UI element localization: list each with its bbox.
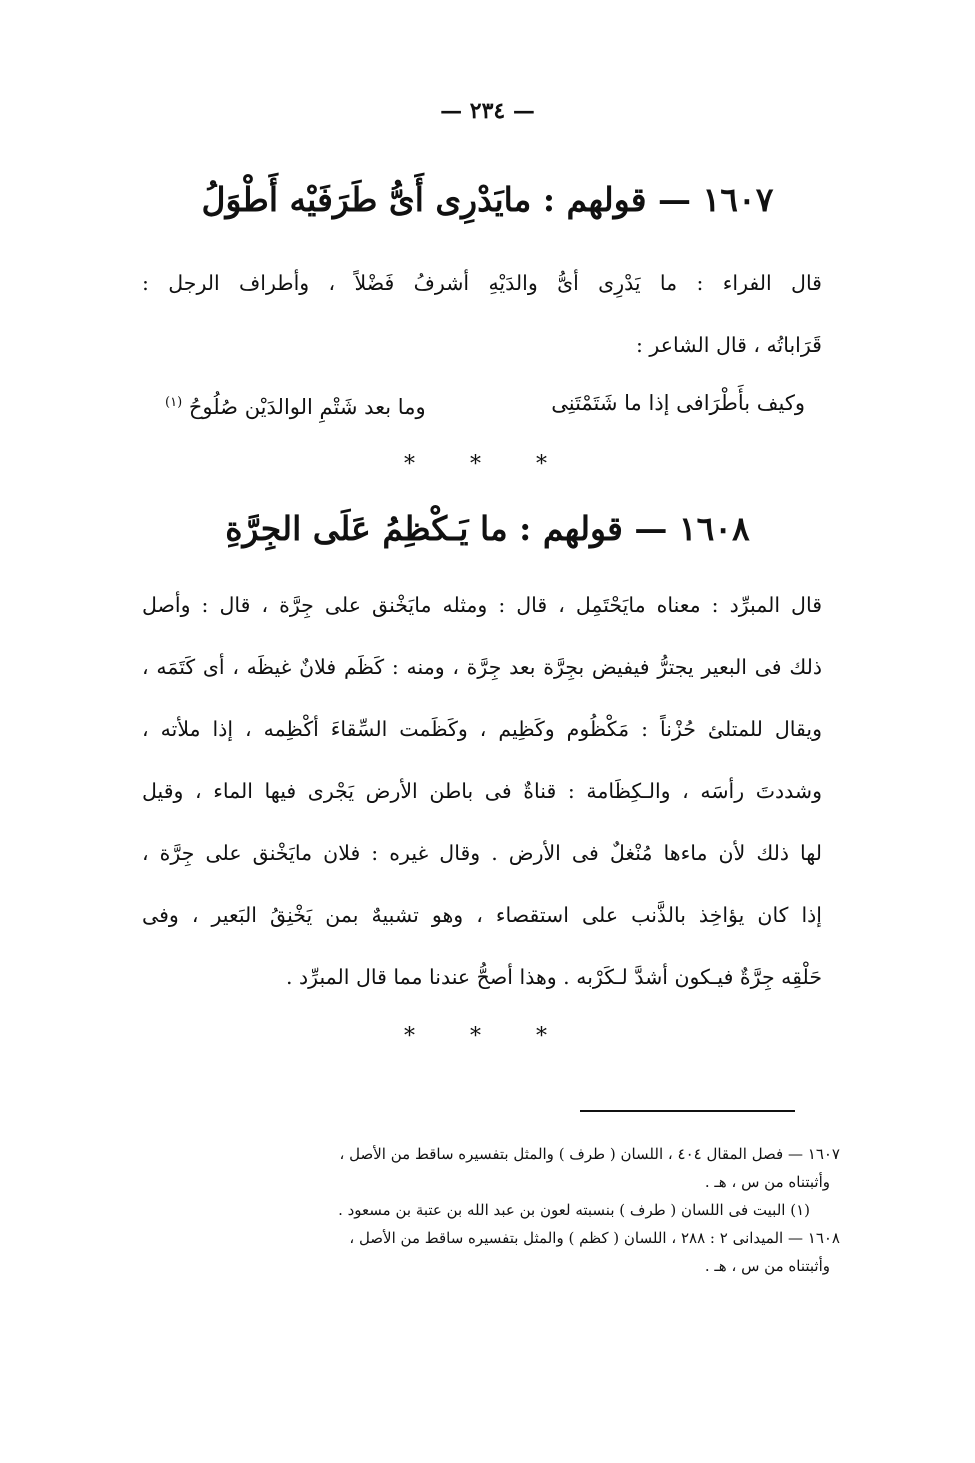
entry-body-1607 <box>142 252 822 376</box>
poetry-verse <box>165 383 805 427</box>
footnote-rule <box>580 1110 795 1112</box>
page-number: — ٢٣٤ — <box>440 98 535 124</box>
text-line: قال المبرِّد : معناه مايَحْتَمِل ، قال : ومثله مايَخْنق على جِرَّة ، قال : وأصل <box>142 593 822 617</box>
text-line: إذا كان يؤاخِذ بالذَّنب على استقصاء ، وهو تشبيهٌ بمن يَخْنِقُ البَعير ، وفى <box>142 903 822 927</box>
footnote-1607: ١٦٠٧ — فصل المقال ٤٠٤ ، اللسان ( طرف ) والمثل بتفسيره ساقط من الأصل ، <box>339 1145 840 1163</box>
entry-heading-1608: ١٦٠٨ — قولهم : ما يَـكْظِمُ عَلَى الجِرَّةِ <box>225 509 750 548</box>
text-line: قَرَاباتُه ، قال الشاعر : <box>635 333 822 357</box>
verse-first-hemistich: وكيف بأَطْرَافى إذا ما شَتَمْتَنِى <box>551 391 805 415</box>
footnote-1608: ١٦٠٨ — الميدانى ٢ : ٢٨٨ ، اللسان ( كظم ) والمثل بتفسيره ساقط من الأصل ، <box>349 1229 840 1247</box>
footnote-1607-cont: وأثبتناه من س ، هـ . <box>704 1173 830 1191</box>
entry-heading-1607: ١٦٠٧ — قولهم : مايَدْرِى أَىُّ طَرَفَيْه أَطْوَلُ <box>201 180 774 219</box>
text-line: ذلك فى البعير يجترُّ فيفيض بجِرَّة بعد جِرَّة ، ومنه : كَظَم فلانٌ غيظَه ، أى كَتَمَه ، <box>142 655 822 679</box>
footnotes <box>135 1140 840 1280</box>
footnote-1608-cont: وأثبتناه من س ، هـ . <box>704 1257 830 1275</box>
verse-second-hemistich <box>165 383 426 427</box>
section-separator: * * * <box>404 452 571 477</box>
text-line: لها ذلك لأن ماءها مُنْغلٌ فى الأرض . وقال غيره : فلان مايَخْنق على جِرَّة ، <box>142 841 822 865</box>
verse-second-text: وما بعد شَتْمِ الوالدَيْن صُلُوحُ <box>188 395 426 419</box>
footnote-ref: (١) <box>165 395 183 410</box>
text-line: قال الفراء : ما يَدْرِى أىُّ والدَيْهِ أشرفُ فَضْلاً ، وأطراف الرجل : <box>142 271 822 295</box>
text-line: حَلْقِه جِرَّةٌ فيـكون أشدَّ لـكَرْبه . وهذا أصحُّ عندنا مما قال المبرِّد . <box>285 965 822 989</box>
text-line: وشددتَ رأسَه ، والـكِظَامة : قناةٌ فى باطن الأرض يَجْرى فيها الماء ، وقيل <box>142 779 822 803</box>
entry-body-1608 <box>142 574 822 1008</box>
section-separator: * * * <box>404 1024 571 1049</box>
text-line: ويقال للمتلئ حُزْناً : مَكْظُوم وكَظِيم ، وكَظَمت السِّقاءَ أكْظِمه ، إذا ملأته ، <box>142 717 822 741</box>
footnote-1: (١) البيت فى اللسان ( طرف ) بنسبته لعون بن عبد الله بن عتبة بن مسعود . <box>338 1201 810 1219</box>
